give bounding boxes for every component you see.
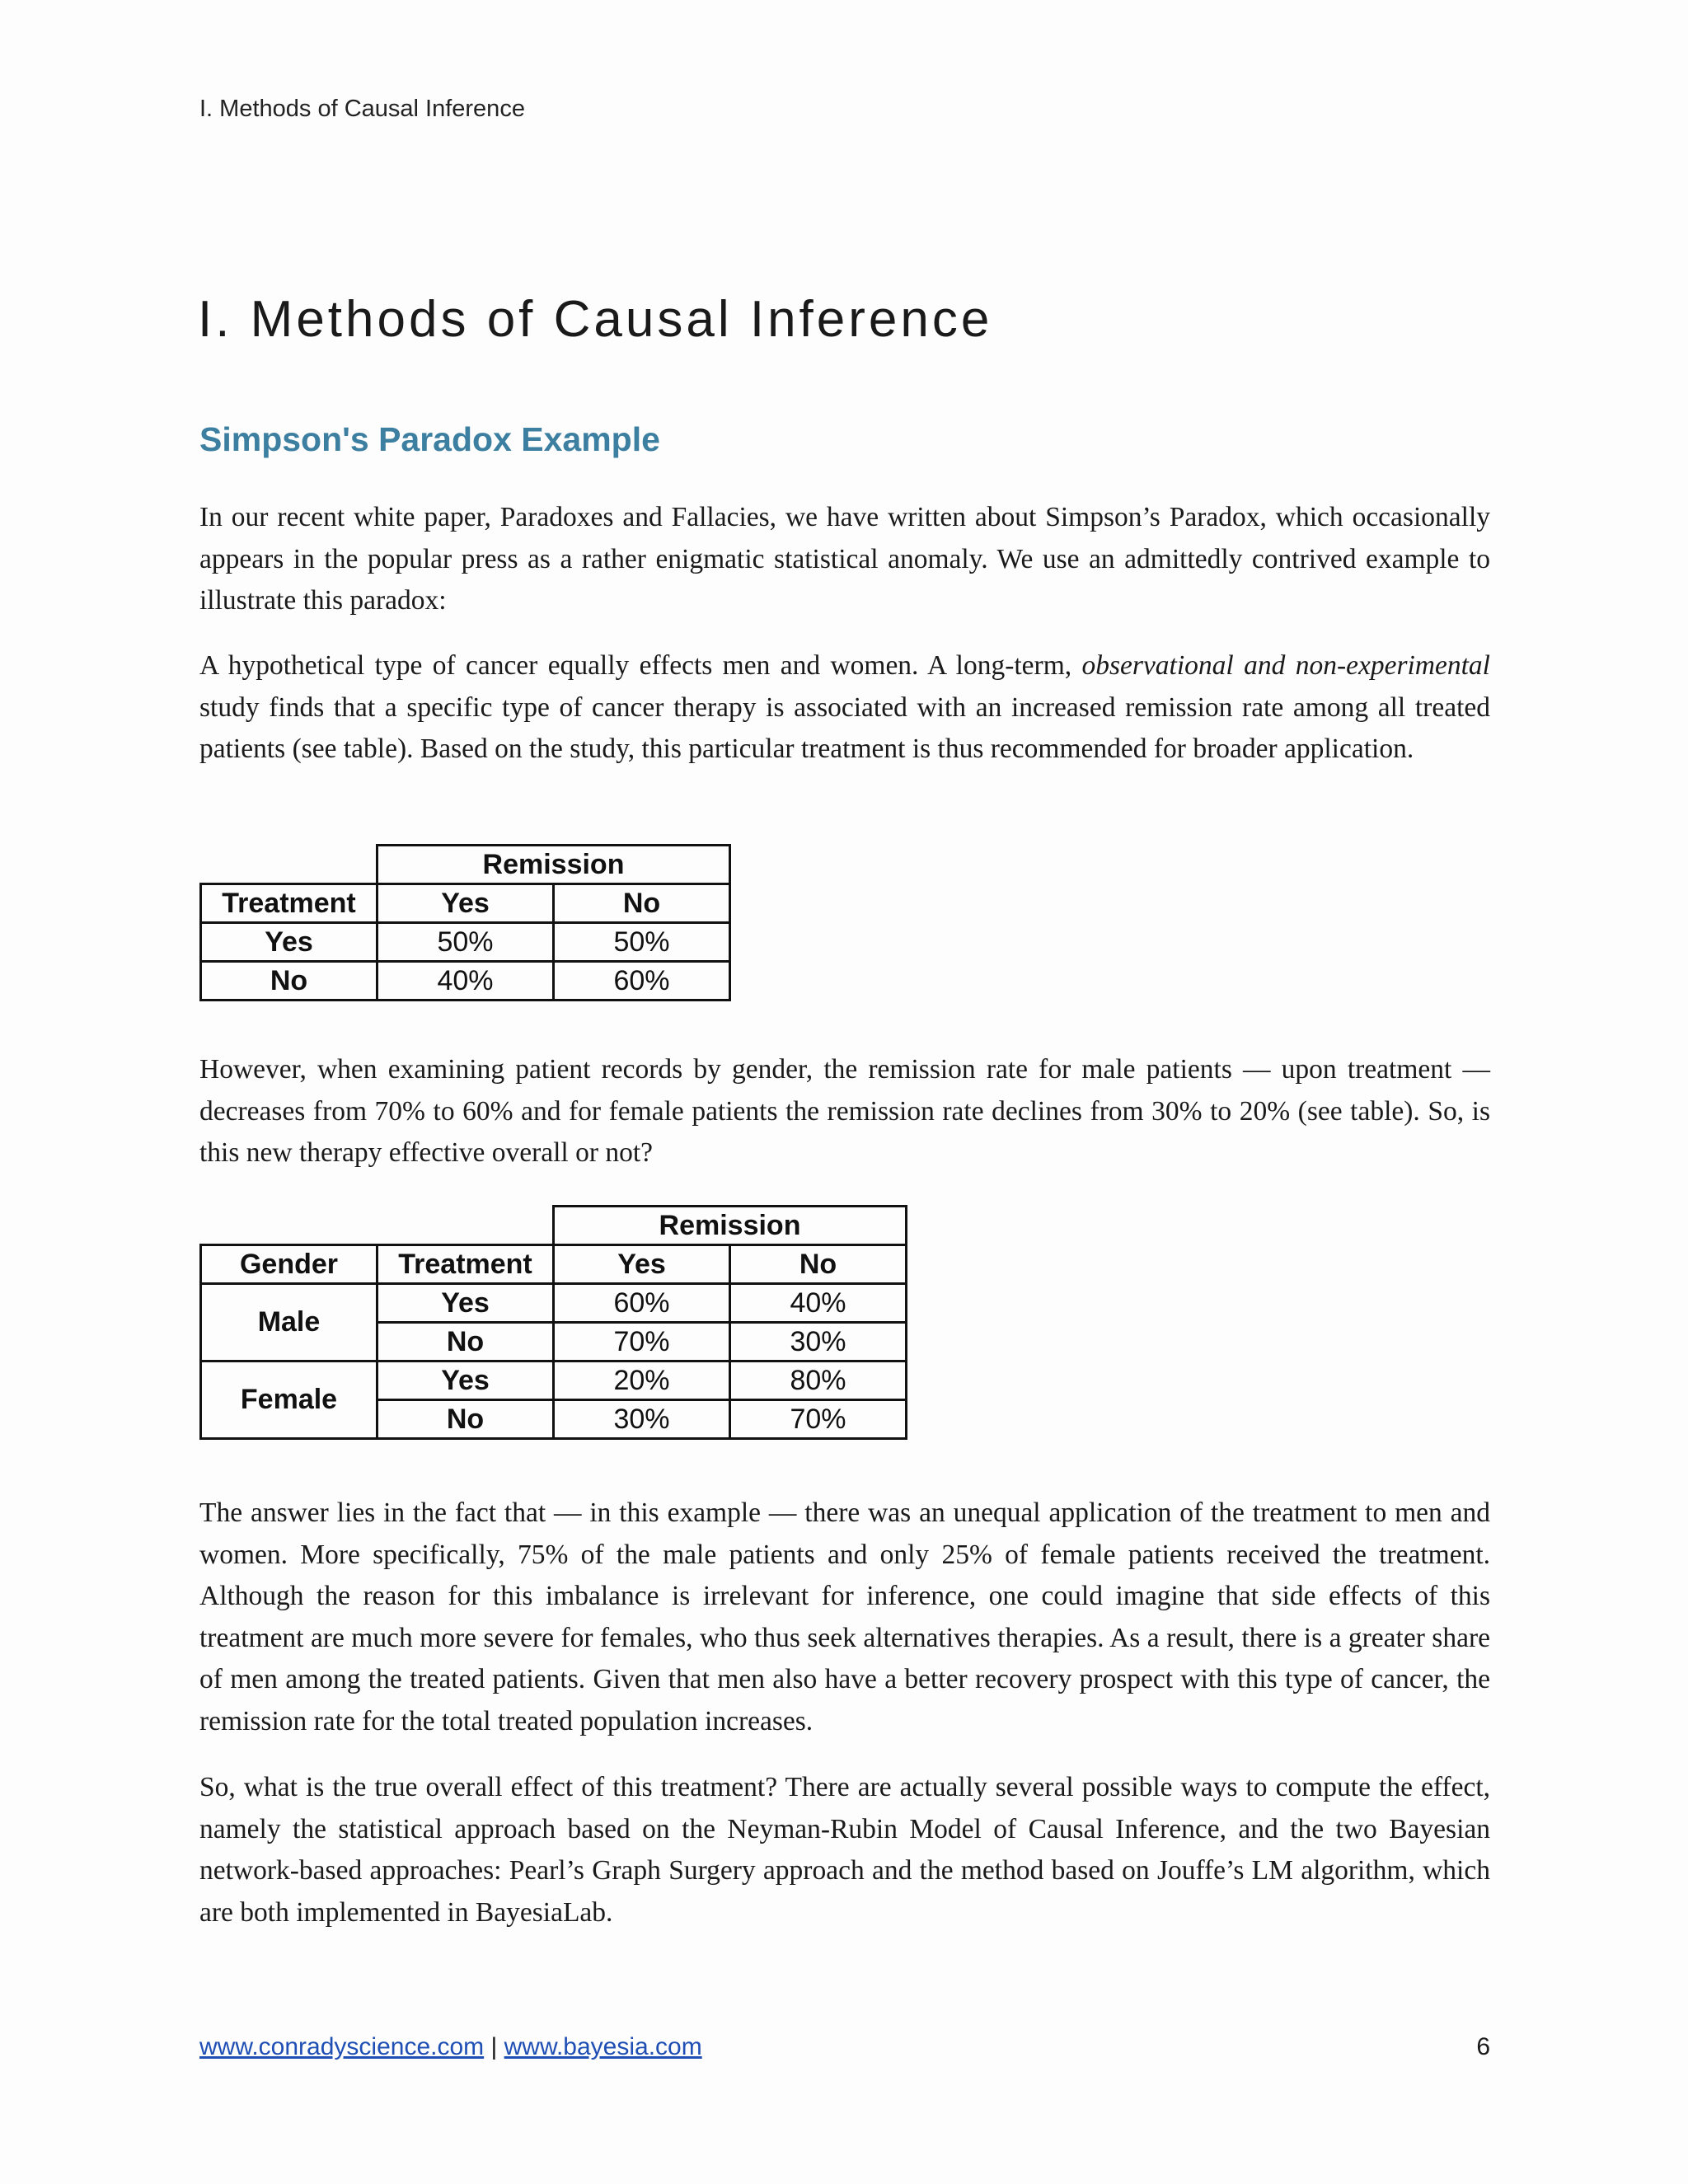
table-cell-empty bbox=[201, 846, 377, 884]
table-treatment-label: No bbox=[377, 1400, 554, 1439]
table-treatment-label: Yes bbox=[377, 1284, 554, 1323]
table-row bbox=[201, 923, 730, 962]
table-row bbox=[201, 884, 730, 923]
footer-links bbox=[199, 2033, 702, 2061]
table-gender-label: Female bbox=[201, 1361, 377, 1439]
table-row-header: Treatment bbox=[201, 884, 377, 923]
table-cell: 30% bbox=[554, 1400, 730, 1439]
overall-remission-table bbox=[199, 844, 731, 1001]
table-row bbox=[201, 846, 730, 884]
section-title: Simpson's Paradox Example bbox=[199, 420, 660, 458]
table-row bbox=[201, 1245, 907, 1284]
paragraph-intro: In our recent white paper, Paradoxes and Fallacies, we have written about Simpson’s Paradox, which occasionally appears in the popular press as a rather enigmatic statistical anomaly. We use an admittedly contrived example to illustrate this paradox: bbox=[199, 502, 1490, 616]
table-cell: 40% bbox=[730, 1284, 907, 1323]
table-group-header: Remission bbox=[377, 846, 730, 884]
table-cell: 40% bbox=[377, 962, 554, 1001]
paragraph-hypothetical-italic: observational and non-experimental bbox=[1081, 650, 1490, 681]
table-row-label: No bbox=[201, 962, 377, 1001]
table-col-header: Yes bbox=[554, 1245, 730, 1284]
table-col-header: Treatment bbox=[377, 1245, 554, 1284]
paragraph-hypothetical-end: study finds that a specific type of cancer therapy is associated with an increased remission rate among all treated patients (see table). Based on the study, this particular treatment is thus recommended for broader application. bbox=[199, 691, 1490, 764]
paragraph-gender: However, when examining patient records by gender, the remission rate for male patients — upon treatment — decreases from 70% to 60% and for female patients the remission rate declines from 30% to 20% (see table). So, is this new therapy effective overall or not? bbox=[199, 1054, 1490, 1168]
running-header: I. Methods of Causal Inference bbox=[199, 96, 525, 122]
table-group-header: Remission bbox=[554, 1207, 907, 1245]
table-col-header: Gender bbox=[201, 1245, 377, 1284]
table-treatment-label: Yes bbox=[377, 1361, 554, 1400]
table-cell: 80% bbox=[730, 1361, 907, 1400]
chapter-title: I. Methods of Causal Inference bbox=[198, 291, 993, 348]
table-gender-label: Male bbox=[201, 1284, 377, 1361]
footer-separator: | bbox=[484, 2033, 504, 2060]
table-col-header: No bbox=[730, 1245, 907, 1284]
table-treatment-label: No bbox=[377, 1323, 554, 1361]
paragraph-answer: The answer lies in the fact that — in this example — there was an unequal application of the treatment to men and women. More specifically, 75% of the male patients and only 25% of female patients received the treatment. Although the reason for this imbalance is irrelevant for inference, one could imagine that side effects of this treatment are much more severe for females, who thus seek alternatives therapies. As a result, there is a greater share of men among the treated patients. Given that men also have a better recovery prospect with this type of cancer, the remission rate for the total treated population increases. bbox=[199, 1497, 1490, 1736]
paragraph-hypothetical-start: A hypothetical type of cancer equally effects men and women. A long-term, bbox=[199, 650, 1082, 681]
table-cell: 30% bbox=[730, 1323, 907, 1361]
table-row bbox=[201, 1284, 907, 1323]
paragraph-hypothetical bbox=[199, 645, 1490, 771]
table-row-label: Yes bbox=[201, 923, 377, 962]
table-cell: 70% bbox=[730, 1400, 907, 1439]
table-cell-empty bbox=[377, 1207, 554, 1245]
table-cell: 60% bbox=[554, 962, 730, 1001]
footer-link-bayesia[interactable]: www.bayesia.com bbox=[504, 2033, 702, 2060]
table-row bbox=[201, 1361, 907, 1400]
table-cell: 50% bbox=[377, 923, 554, 962]
gender-remission-table bbox=[199, 1205, 907, 1440]
paragraph-true-effect: So, what is the true overall effect of this treatment? There are actually several possible ways to compute the effect, namely the statistical approach based on the Neyman-Rubin Model of Causal Inference, and the two Bayesian network-based approaches: Pearl’s Graph Surgery approach and the method based on Jouffe’s LM algorithm, which are both implemented in BayesiaLab. bbox=[199, 1772, 1490, 1928]
page-number: 6 bbox=[1476, 2033, 1490, 2060]
table-col-header: Yes bbox=[377, 884, 554, 923]
table-cell: 60% bbox=[554, 1284, 730, 1323]
table-cell: 70% bbox=[554, 1323, 730, 1361]
footer-link-conradyscience[interactable]: www.conradyscience.com bbox=[199, 2033, 485, 2060]
table-cell: 50% bbox=[554, 923, 730, 962]
table-col-header: No bbox=[554, 884, 730, 923]
table-row bbox=[201, 1207, 907, 1245]
table-cell-empty bbox=[201, 1207, 377, 1245]
table-row bbox=[201, 962, 730, 1001]
table-cell: 20% bbox=[554, 1361, 730, 1400]
